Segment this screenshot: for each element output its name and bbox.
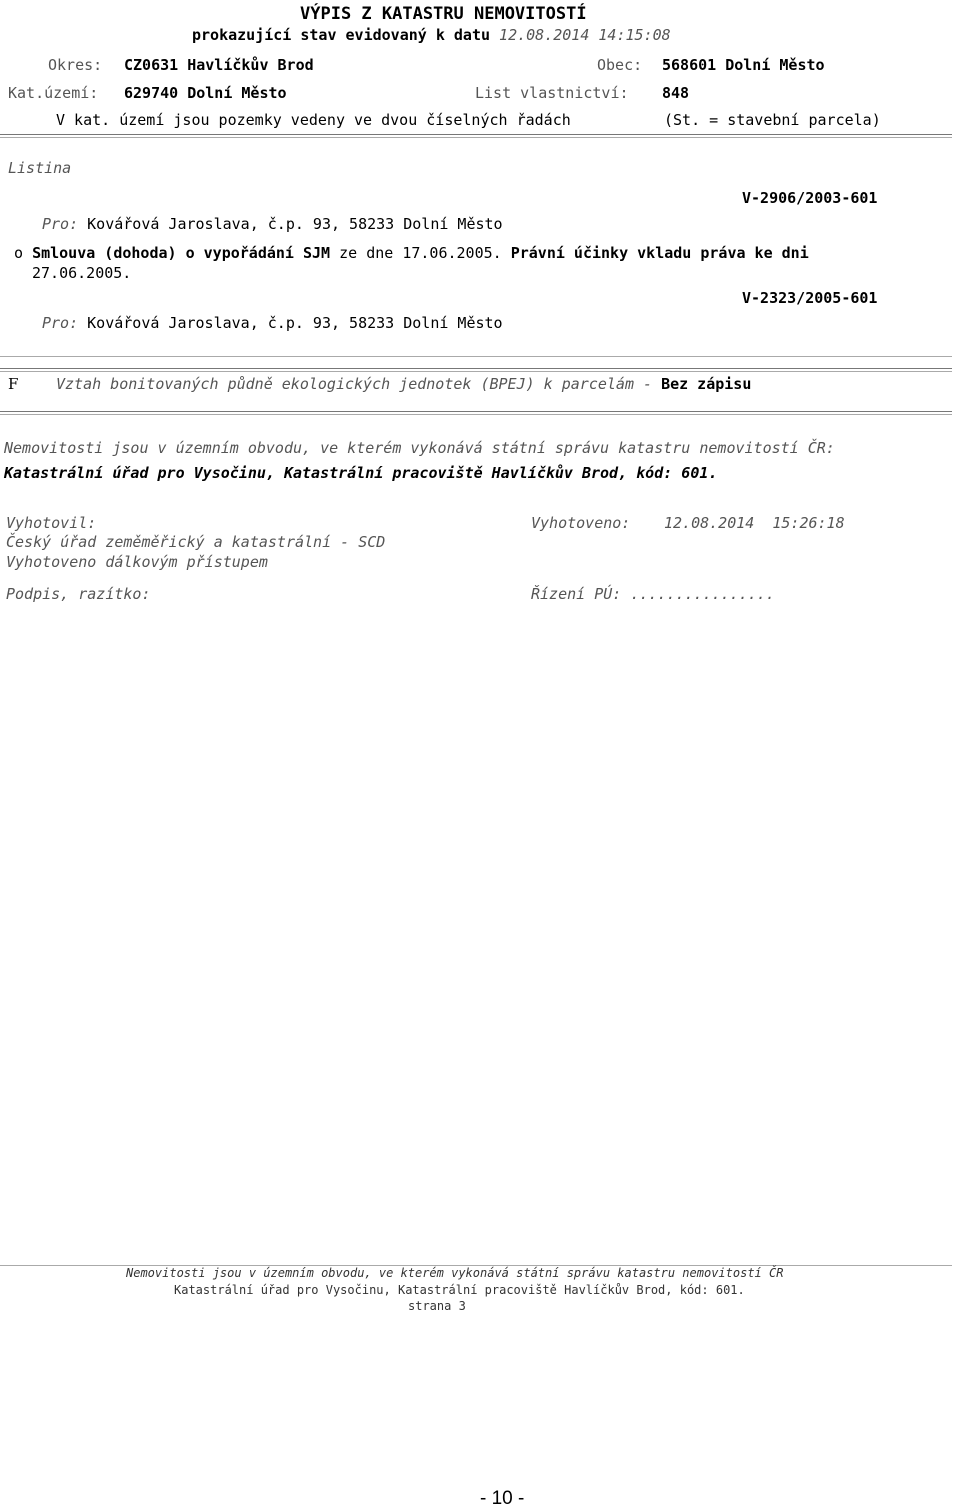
listina-ref: V-2323/2005-601 xyxy=(742,289,878,307)
parcel-note-right: (St. = stavební parcela) xyxy=(664,111,881,129)
okres-label: Okres: xyxy=(48,56,103,74)
document-title: VÝPIS Z KATASTRU NEMOVITOSTÍ xyxy=(300,4,587,24)
section-f-line xyxy=(56,375,751,393)
entry-text-bold2: Právní účinky vkladu práva ke dni xyxy=(510,244,809,262)
obec-value: 568601 Dolní Město xyxy=(662,56,825,74)
page-number: - 10 - xyxy=(480,1488,525,1509)
footer-line1: Nemovitosti jsou v územním obvodu, ve kterém vykonává státní správu katastru nemovitostí ČR xyxy=(126,1266,784,1280)
listina-ref: V-2906/2003-601 xyxy=(742,189,878,207)
document-subtitle xyxy=(192,26,671,44)
bullet: o xyxy=(14,244,24,262)
listina-heading: Listina xyxy=(8,159,72,177)
divider xyxy=(0,371,952,372)
office-name: Katastrální úřad pro Vysočinu, Katastrální pracoviště Havlíčkův Brod, kód: 601. xyxy=(4,464,718,482)
divider xyxy=(0,414,952,415)
list-value: 848 xyxy=(662,84,690,102)
entry-text: ze dne 17.06.2005. xyxy=(339,244,502,262)
pro-label: Pro: xyxy=(42,215,79,233)
divider xyxy=(0,356,952,357)
footer-line2: Katastrální úřad pro Vysočinu, Katastrální pracoviště Havlíčkův Brod, kód: 601. xyxy=(174,1283,745,1297)
rizeni-label: Řízení PÚ: ................ xyxy=(531,585,775,603)
pro-value: Kovářová Jaroslava, č.p. 93, 58233 Dolní Město xyxy=(87,314,503,332)
okres-value: CZ0631 Havlíčkův Brod xyxy=(124,56,314,74)
entry-text-bold: Smlouva (dohoda) o vypořádání SJM xyxy=(32,244,331,262)
section-f-label: Vztah bonitovaných půdně ekologických jednotek (BPEJ) k parcelám - xyxy=(56,375,653,393)
listina-pro xyxy=(42,215,503,233)
section-f-value: Bez zápisu xyxy=(661,375,752,393)
entry-text-line2: 27.06.2005. xyxy=(32,264,132,282)
list-label: List vlastnictví: xyxy=(475,84,629,102)
katuzemi-value: 629740 Dolní Město xyxy=(124,84,287,102)
signature-label: Podpis, razítko: xyxy=(6,585,151,603)
obec-label: Obec: xyxy=(597,56,643,74)
vyhotovil-value: Český úřad zeměměřický a katastrální - SCD xyxy=(6,533,386,551)
subtitle-prefix: prokazující stav evidovaný k datu xyxy=(192,26,491,44)
divider xyxy=(0,137,952,138)
listina-entry xyxy=(14,244,809,262)
footer-page: strana 3 xyxy=(408,1299,466,1313)
pro-value: Kovářová Jaroslava, č.p. 93, 58233 Dolní Město xyxy=(87,215,503,233)
listina-pro xyxy=(42,314,503,332)
divider xyxy=(0,134,952,135)
vyhotoveno-value: 12.08.2014 15:26:18 xyxy=(664,514,845,532)
office-statement: Nemovitosti jsou v územním obvodu, ve kterém vykonává státní správu katastru nemovitostí ČR: xyxy=(4,439,835,457)
parcel-note: V kat. území jsou pozemky vedeny ve dvou číselných řadách xyxy=(56,111,571,129)
vyhotoveno-label: Vyhotoveno: xyxy=(531,514,631,532)
divider xyxy=(0,368,952,369)
pro-label: Pro: xyxy=(42,314,79,332)
divider xyxy=(0,411,952,412)
vyhotovil-label: Vyhotovil: xyxy=(6,514,97,532)
katuzemi-label: Kat.území: xyxy=(8,84,99,102)
subtitle-date: 12.08.2014 14:15:08 xyxy=(499,26,671,44)
section-letter: F xyxy=(8,375,19,393)
remote-access-note: Vyhotoveno dálkovým přístupem xyxy=(6,553,268,571)
